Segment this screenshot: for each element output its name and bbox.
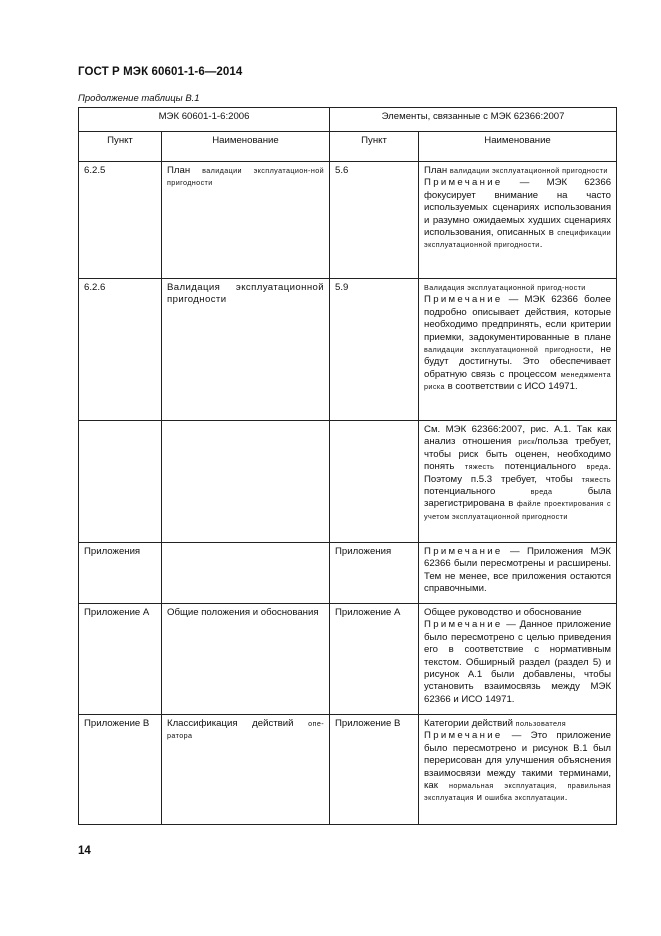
clause-cell [79,421,162,543]
table-row [79,279,617,421]
clause-cell: Приложение А [79,604,162,715]
clause-cell-2: 5.9 [330,279,419,421]
table-row [79,715,617,825]
name-cell-2: См. МЭК 62366:2007, рис. А.1. Так как анализ отношения риск/польза требует, чтобы риск быть оценен, необходимо понять тяжесть потенциального вреда. Поэтому п.5.3 требует, чтобы тяжесть потенциального вреда была зарегистрирована в файле проектирования с учетом эксплуатационной пригодности [419,421,617,543]
header-clause: Пункт [79,132,162,162]
clause-cell: 6.2.5 [79,162,162,279]
header-clause-2: Пункт [330,132,419,162]
clause-cell-2: 5.6 [330,162,419,279]
name-cell: Общие положения и обоснования [162,604,330,715]
clause-cell-2: Приложения [330,543,419,604]
name-cell: Валидация эксплуатационной пригодности [162,279,330,421]
table-row [79,604,617,715]
name-cell [162,543,330,604]
table-row [79,421,617,543]
document-title: ГОСТ Р МЭК 60601-1-6—2014 [78,66,243,78]
name-cell-2: Общее руководство и обоснование Примечание — Данное приложение было пересмотрено с целью приведения его в соответствие с нормативным текстом. Обширный раздел (раздел 5) и рисунок А.1 были добавлены, чтобы установить взаимосвязь между МЭК 62366 и ИСО 14971. [419,604,617,715]
header-columns-row [79,132,617,162]
table-row [79,162,617,279]
name-cell: План валидации эксплуатацион-ной пригодности [162,162,330,279]
clause-cell-2: Приложение В [330,715,419,825]
header-left-group: МЭК 60601-1-6:2006 [79,108,330,132]
table-row [79,543,617,604]
name-cell [162,421,330,543]
header-right-group: Элементы, связанные с МЭК 62366:2007 [330,108,617,132]
name-cell-2: План валидации эксплуатационной пригодности Примечание — МЭК 62366 фокусирует внимание на часто используемых сценариях использования и разумно ожидаемых худших сценариях использования, описанных в спецификации эксплуатационной пригодности. [419,162,617,279]
table-continuation-caption: Продолжение таблицы В.1 [78,93,200,104]
clause-cell-2 [330,421,419,543]
header-name-2: Наименование [419,132,617,162]
clause-cell: Приложения [79,543,162,604]
comparison-table [78,107,617,825]
header-group-row [79,108,617,132]
clause-cell: Приложение В [79,715,162,825]
clause-cell-2: Приложение А [330,604,419,715]
header-name: Наименование [162,132,330,162]
name-cell-2: Примечание — Приложения МЭК 62366 были пересмотрены и расширены. Тем не менее, все приложения остаются справочными. [419,543,617,604]
name-cell: Классификация действий опе-ратора [162,715,330,825]
name-cell-2: Валидация эксплуатационной пригод-ности Примечание — МЭК 62366 более подробно описывает действия, которые необходимо предпринять, если критерии приемки, задокументированные в плане валидации эксплуатационной пригодности, не будут достигнуты. Это обеспечивает обратную связь с процессом менеджмента риска в соответствии с ИСО 14971. [419,279,617,421]
page-number: 14 [78,845,91,857]
clause-cell: 6.2.6 [79,279,162,421]
name-cell-2: Категории действий пользователя Примечание — Это приложение было пересмотрено и рисунок В.1 был перерисован для улучшения объяснения взаимосвязи между такими терминами, как нормальная эксплуатация, правильная эксплуатация и ошибка эксплуатации. [419,715,617,825]
